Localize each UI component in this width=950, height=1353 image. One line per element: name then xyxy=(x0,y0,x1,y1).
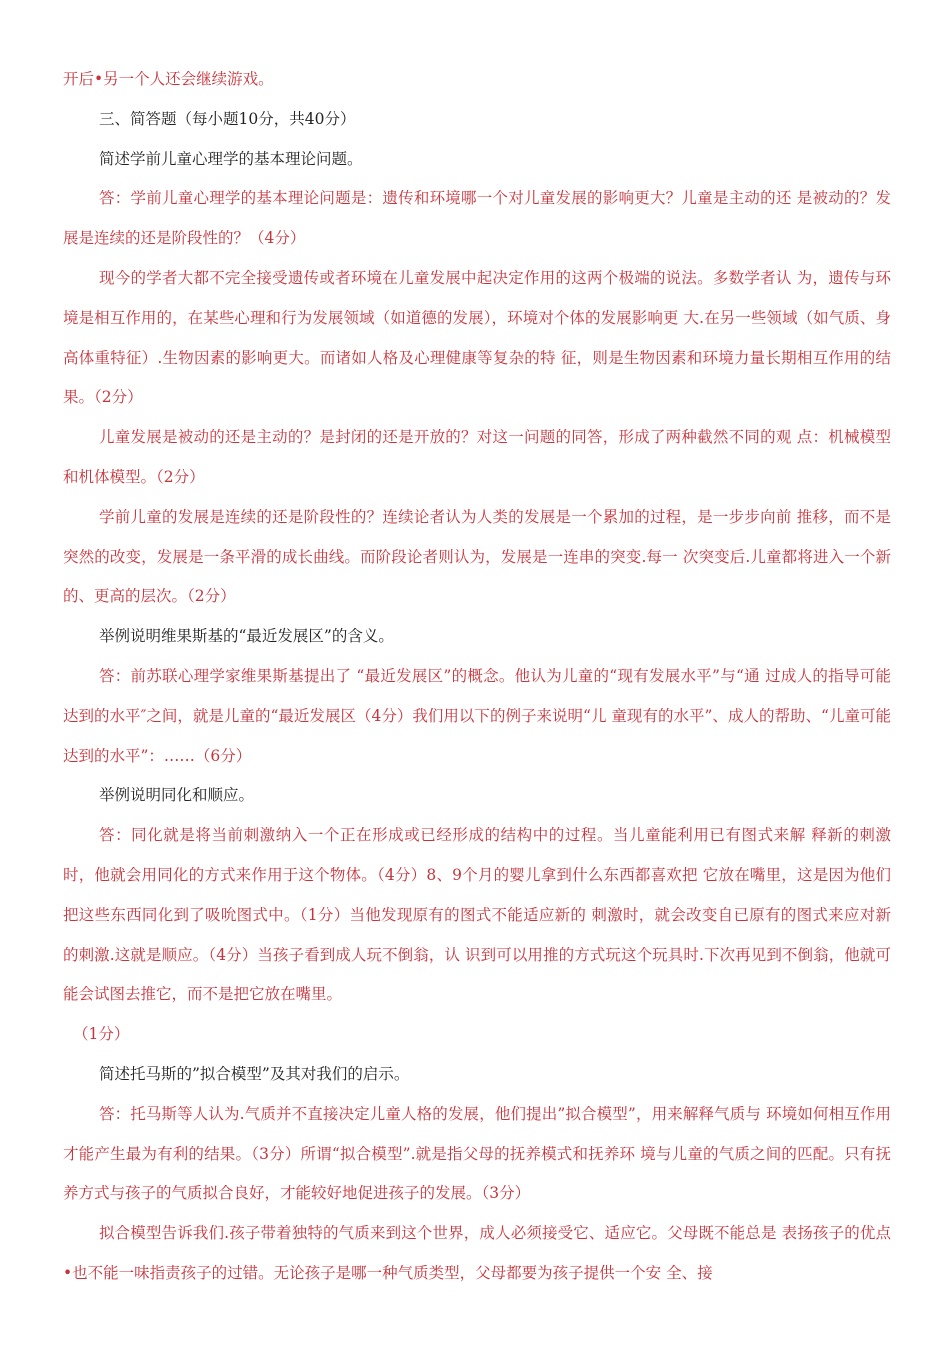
question-3: 举例说明同化和顺应。 xyxy=(99,786,255,805)
answer-1-part-4: 学前儿童的发展是连续的还是阶段性的？连续论者认为人类的发展是一个累加的过程，是一步步向前 推移，而不是突然的改变，发展是一条平滑的成长曲线。而阶段论者则认为，发展是一连串的突变.每一 次突变后.儿童都将进入一个新的、更高的层次。（2分） xyxy=(63,507,891,606)
answer-4-part-2: 拟合模型告诉我们.孩子带着独特的气质来到这个世界，成人必须接受它、适应它。父母既不能总是 表扬孩子的优点•也不能一味指责孩子的过错。无论孩子是哪一种气质类型，父母都要为孩子提供一个安 全、接 xyxy=(63,1224,891,1282)
answer-4-part-1: 答：托马斯等人认为.气质并不直接决定儿童人格的发展，他们提出”拟合模型”，用来解释气质与 环境如何相互作用才能产生最为有利的结果。（3分）所谓“拟合模型”.就是指父母的抚养模式和抚养环 境与儿童的气质之间的匹配。只有抚养方式与孩子的气质拟合良好，才能较好地促进孩子的发展。（3分） xyxy=(63,1104,891,1203)
answer-1-part-1: 答：学前儿童心理学的基本理论问题是：遗传和环境哪一个对儿童发展的影响更大？儿童是主动的还 是被动的？发展是连续的还是阶段性的？（4分） xyxy=(63,189,891,248)
paragraph-continuation: 开后•另一个人还会继续游戏。 xyxy=(63,70,274,88)
answer-3-score: （1分） xyxy=(73,1025,130,1044)
answer-1-part-3: 儿童发展是被动的还是主动的？是封闭的还是开放的？对这一问题的同答，形成了两种截然不同的观 点：机械模型和机体模型。（2分） xyxy=(63,428,891,486)
question-4: 简述托马斯的”拟合模型”及其对我们的启示。 xyxy=(99,1064,410,1083)
question-2: 举例说明维果斯基的“最近发展区”的含义。 xyxy=(99,627,394,646)
question-1: 简述学前儿童心理学的基本理论问题。 xyxy=(99,149,363,168)
document-page xyxy=(63,60,891,1294)
answer-2: 答：前苏联心理学家维果斯基提出了 “最近发展区”的概念。他认为儿童的“现有发展水平”与“通 过成人的指导可能达到的水平″之间，就是儿童的“最近发展区（4分）我们用以下的例子来说明“儿 童现有的水平”、成人的帮助、“儿童可能达到的水平”：……（6分） xyxy=(63,666,891,765)
answer-1-part-2: 现今的学者大都不完全接受遗传或者环境在儿童发展中起决定作用的这两个极端的说法。多数学者认 为，遗传与环境是相互作用的，在某些心理和行为发展领域（如道德的发展），环境对个体的发展影响更 大.在另一些领域（如气质、身高体重特征）.生物因素的影响更大。而诸如人格及心理健康等复杂的特 征，则是生物因素和环境力量长期相互作用的结果。（2分） xyxy=(63,268,891,407)
answer-3: 答：同化就是将当前刺激纳入一个正在形成或已经形成的结构中的过程。当儿童能利用已有图式来解 释新的刺激时，他就会用同化的方式来作用于这个物体。（4分）8、9个月的婴儿拿到什么东西都喜欢把 它放在嘴里，这是因为他们把这些东西同化到了吸吮图式中。（1分）当他发现原有的图式不能适应新的 刺激时，就会改变自已原有的图式来应对新的刺激.这就是顺应。（4分）当孩子看到成人玩不倒翁，认 识到可以用推的方式玩这个玩具时.下次再见到不倒翁，他就可能会试图去推它，而不是把它放在嘴里。 xyxy=(63,826,892,1004)
section-heading: 三、简答题（每小题10分，共40分） xyxy=(99,109,356,128)
